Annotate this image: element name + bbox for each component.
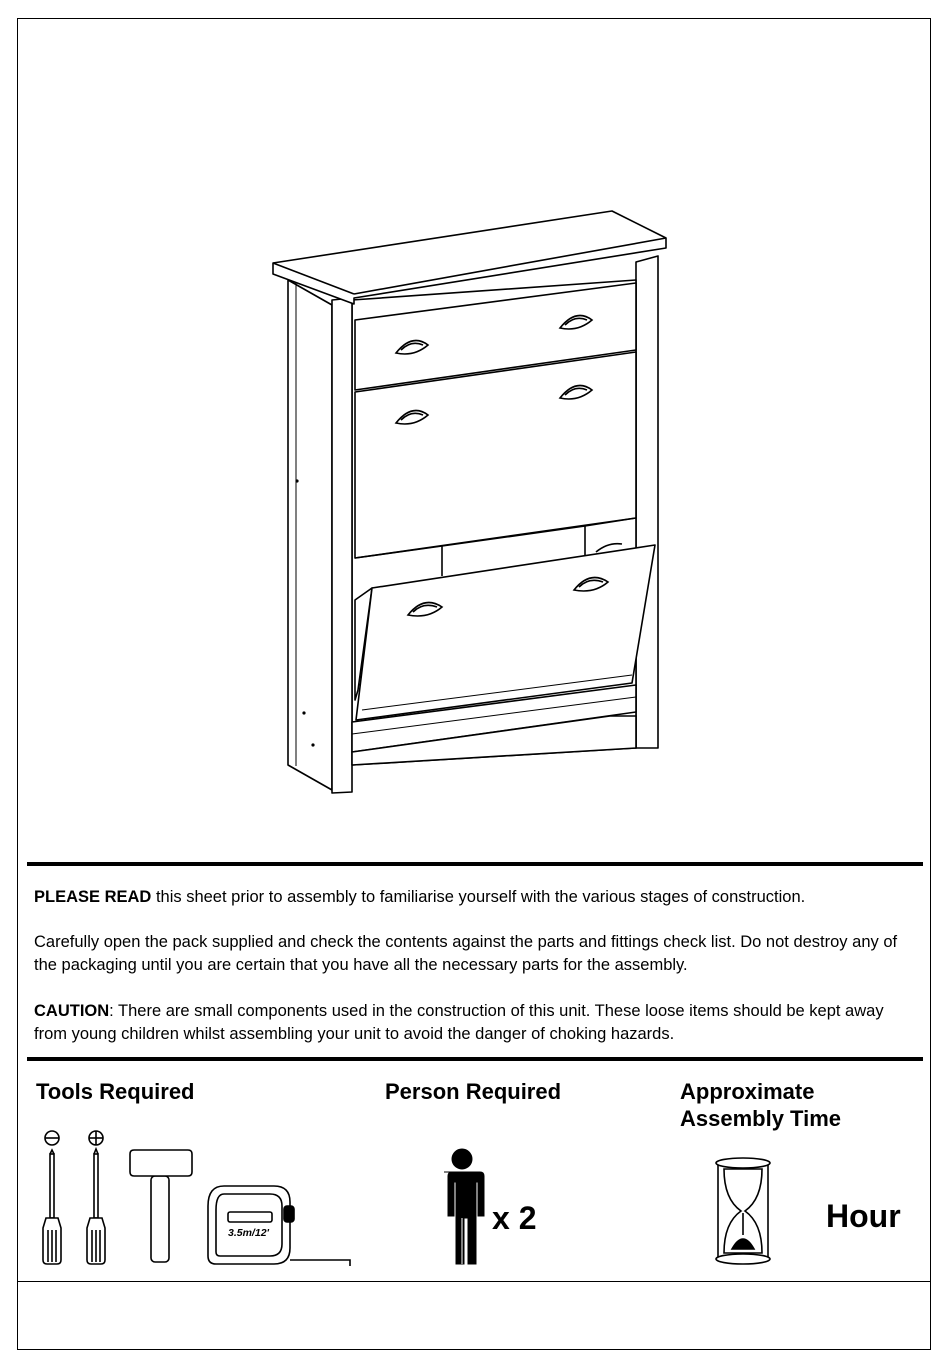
check-contents-paragraph: Carefully open the pack supplied and check the contents against the parts and fittings check list. Do not destroy any of the packaging until you are certain that you have all the necessary parts for the assembly. xyxy=(34,933,898,974)
tape-measure-label: 3.5m/12' xyxy=(228,1227,270,1239)
please-read-text: this sheet prior to assembly to familiarise yourself with the various stages of construction. xyxy=(151,888,806,906)
person-count: x 2 xyxy=(492,1200,537,1236)
tape-measure-icon xyxy=(204,1180,356,1272)
caution-text: : There are small components used in the construction of this unit. These loose items should be kept away from young children whilst assembling your unit to avoid the danger of choking hazards. xyxy=(34,1002,884,1043)
top-divider xyxy=(27,862,923,866)
assembly-time-value: Hour xyxy=(826,1198,901,1234)
footer-divider xyxy=(17,1281,931,1282)
person-icon xyxy=(438,1148,488,1266)
tools-required-heading: Tools Required xyxy=(36,1079,195,1104)
person-required-heading: Person Required xyxy=(385,1079,562,1104)
flat-screwdriver-icon xyxy=(36,1128,68,1268)
please-read-paragraph xyxy=(34,886,914,909)
bottom-divider xyxy=(27,1057,923,1061)
please-read-label: PLEASE READ xyxy=(34,888,152,906)
hourglass-icon xyxy=(712,1157,774,1265)
phillips-screwdriver-icon xyxy=(80,1128,112,1268)
hammer-icon xyxy=(128,1146,194,1266)
caution-paragraph xyxy=(34,1000,914,1046)
assembly-time-heading-line1: Approximate xyxy=(680,1079,815,1104)
assembly-time-heading-line2: Assembly Time xyxy=(680,1106,842,1131)
caution-label: CAUTION xyxy=(34,1002,110,1020)
